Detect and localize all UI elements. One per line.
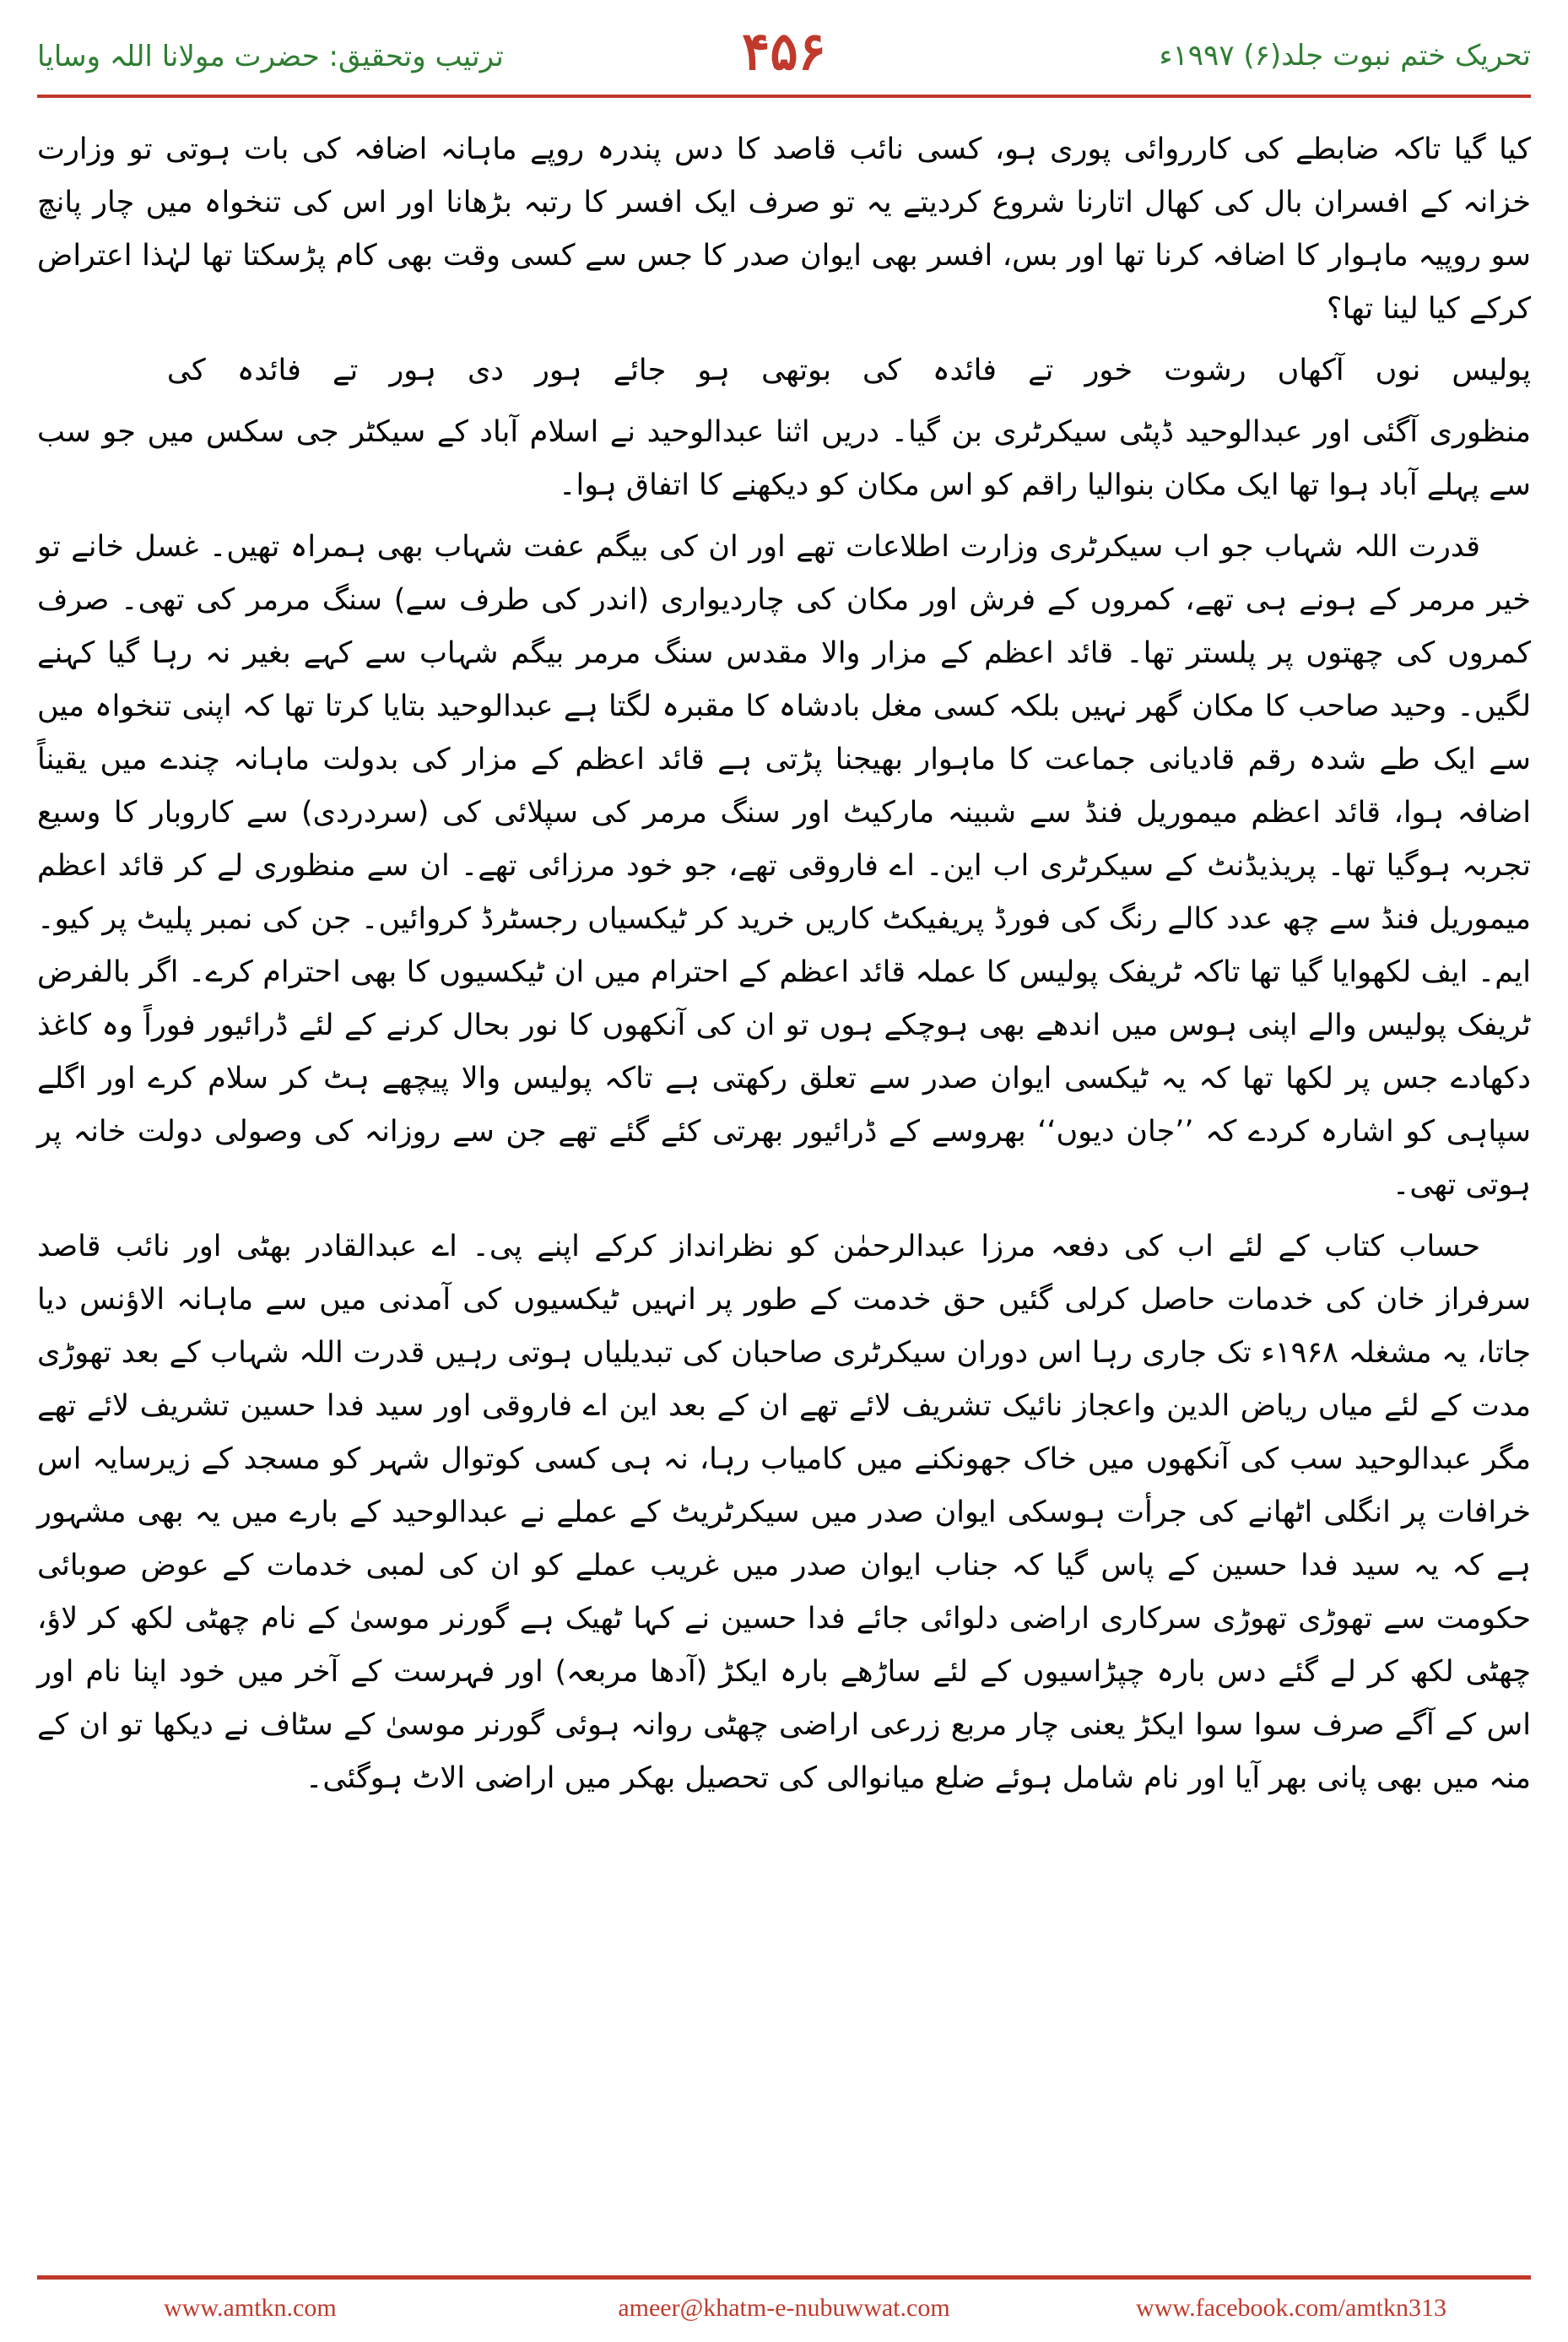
paragraph-3: قدرت اللہ شہاب جو اب سیکرٹری وزارت اطلاعات تھے اور ان کی بیگم عفت شہاب بھی ہمراہ تھیں۔ غسل خانے تو خیر مرمر کے ہونے ہی تھے، کمروں کے فرش اور مکان کی چاردیواری (اندر کی طرف سے) سنگ مرمر کی تھی۔ صرف کمروں کی چھتوں پر پلستر تھا۔ قائد اعظم کے مزار والا مقدس سنگ مرمر بیگم شہاب سے کہے بغیر نہ رہا گیا کہنے لگیں۔ وحید صاحب کا مکان گھر نہیں بلکہ کسی مغل بادشاہ کا مقبرہ لگتا ہے عبدالوحید بتایا کرتا تھا کہ اپنی تنخواہ میں سے ایک طے شدہ رقم قادیانی جماعت کا ماہوار بھیجنا پڑتی ہے قائد اعظم کے مزار کی بدولت ماہانہ چندے میں یقیناً اضافہ ہوا، قائد اعظم میموریل فنڈ سے شبینہ مارکیٹ اور سنگ مرمر کی سپلائی کی (سردردی) سے کاروبار کا وسیع تجربہ ہوگیا تھا۔ پریذیڈنٹ کے سیکرٹری اب این۔ اے فاروقی تھے، جو خود مرزائی تھے۔ ان سے منظوری لے کر قائد اعظم میموریل فنڈ سے چھ عدد کالے رنگ کی فورڈ پریفیکٹ کاریں خرید کر ٹیکسیاں رجسٹرڈ کروائیں۔ جن کی نمبر پلیٹ پر کیو۔ ایم۔ ایف لکھوایا گیا تھا تاکہ ٹریفک پولیس کا عملہ قائد اعظم کے احترام میں ان ٹیکسیوں کا بھی احترام کرے۔ اگر بالفرض ٹریفک پولیس والے اپنی ہوس میں اندھے بھی ہوچکے ہوں تو ان کی آنکھوں کا نور بحال کرنے کے لئے ڈرائیور فوراً وہ کاغذ دکھادے جس پر لکھا تھا کہ یہ ٹیکسی ایوان صدر سے تعلق رکھتی ہے تاکہ پولیس والا پیچھے ہٹ کر سلام کرے اور اگلے سپاہی کو اشارہ کردے کہ ’’جان دیوں‘‘ بھروسے کے ڈرائیور بھرتی کئے گئے تھے جن سے روزانہ کی وصولی دولت خانہ پر ہوتی تھی۔	[37, 530, 1531, 1202]
footer-website-link[interactable]: www.amtkn.com	[164, 2294, 337, 2322]
header-book-title: تحریک ختم نبوت جلد(۶) ۱۹۹۷ء	[1159, 39, 1531, 73]
page-header	[37, 20, 1531, 96]
header-compiler: ترتیب وتحقیق: حضرت مولانا اللہ وسایا	[37, 40, 504, 73]
page-footer	[37, 2294, 1531, 2328]
header-divider	[37, 95, 1531, 98]
paragraph-2: منظوری آگئی اور عبدالوحید ڈپٹی سیکرٹری بن گیا۔ دریں اثنا عبدالوحید نے اسلام آباد کے سیکٹر جی سکس میں جو سب سے پہلے آباد ہوا تھا ایک مکان بنوالیا راقم کو اس مکان کو دیکھنے کا اتفاق ہوا۔	[37, 415, 1531, 502]
page-body	[37, 123, 1531, 1814]
footer-facebook-link[interactable]: www.facebook.com/amtkn313	[1136, 2294, 1446, 2322]
footer-email-link[interactable]: ameer@khatm-e-nubuwwat.com	[618, 2294, 950, 2322]
footer-divider	[37, 2275, 1531, 2280]
page-number: ۴۵۶	[742, 20, 826, 82]
paragraph-4: حساب کتاب کے لئے اب کی دفعہ مرزا عبدالرحمٰن کو نظرانداز کرکے اپنے پی۔ اے عبدالقادر بھٹی اور نائب قاصد سرفراز خان کی خدمات حاصل کرلی گئیں حق خدمت کے طور پر انہیں ٹیکسیوں کی آمدنی میں سے ماہانہ الاؤنس دیا جاتا، یہ مشغلہ ۱۹۶۸ء تک جاری رہا اس دوران سیکرٹری صاحبان کی تبدیلیاں ہوتی رہیں قدرت اللہ شہاب کے بعد تھوڑی مدت کے لئے میاں ریاض الدین واعجاز نائیک تشریف لائے تھے ان کے بعد این اے فاروقی اور سید فدا حسین تشریف لائے تھے مگر عبدالوحید سب کی آنکھوں میں خاک جھونکنے میں کامیاب رہا، نہ ہی کسی کوتوال شہر کو مسجد کے زیرسایہ اس خرافات پر انگلی اٹھانے کی جرأت ہوسکی ایوان صدر میں سیکرٹریٹ کے عملے نے عبدالوحید کے بارے میں یہ بھی مشہور ہے کہ یہ سید فدا حسین کے پاس گیا کہ جناب ایوان صدر میں غریب عملے کو ان کی لمبی خدمات کے عوض صوبائی حکومت سے تھوڑی تھوڑی سرکاری اراضی دلوائی جائے فدا حسین نے کہا ٹھیک ہے گورنر موسیٰ کے نام چھٹی لکھ کر لاؤ، چھٹی لکھ کر لے گئے دس بارہ چپڑاسیوں کے لئے ساڑھے بارہ ایکڑ (آدھا مربعہ) اور فہرست کے آخر میں خود اپنا نام اور اس کے آگے صرف سوا سوا ایکڑ یعنی چار مربع زرعی اراضی چھٹی روانہ ہوئی گورنر موسیٰ کے سٹاف نے دیکھا تو ان کے منہ میں بھی پانی بھر آیا اور نام شامل ہوئے ضلع میانوالی کی تحصیل بھکر میں اراضی الاٹ ہوگئی۔	[37, 1230, 1531, 1795]
paragraph-punjabi-verse: پولیس نوں آکھاں رشوت خور تے فائدہ کی بوتھی ہو جائے ہور دی ہور تے فائدہ کی	[166, 354, 1531, 387]
paragraph-1: کیا گیا تاکہ ضابطے کی کارروائی پوری ہو، کسی نائب قاصد کا دس پندرہ روپے ماہانہ اضافہ کی بات ہوتی تو وزارت خزانہ کے افسران بال کی کھال اتارنا شروع کردیتے یہ تو صرف ایک افسر کا رتبہ بڑھانا اور اس کی تنخواہ میں چار پانچ سو روپیہ ماہوار کا اضافہ کرنا تھا اور بس، افسر بھی ایوان صدر کا جس سے کسی وقت بھی کام پڑسکتا تھا لہٰذا اعتراض کرکے کیا لینا تھا؟	[37, 133, 1531, 326]
